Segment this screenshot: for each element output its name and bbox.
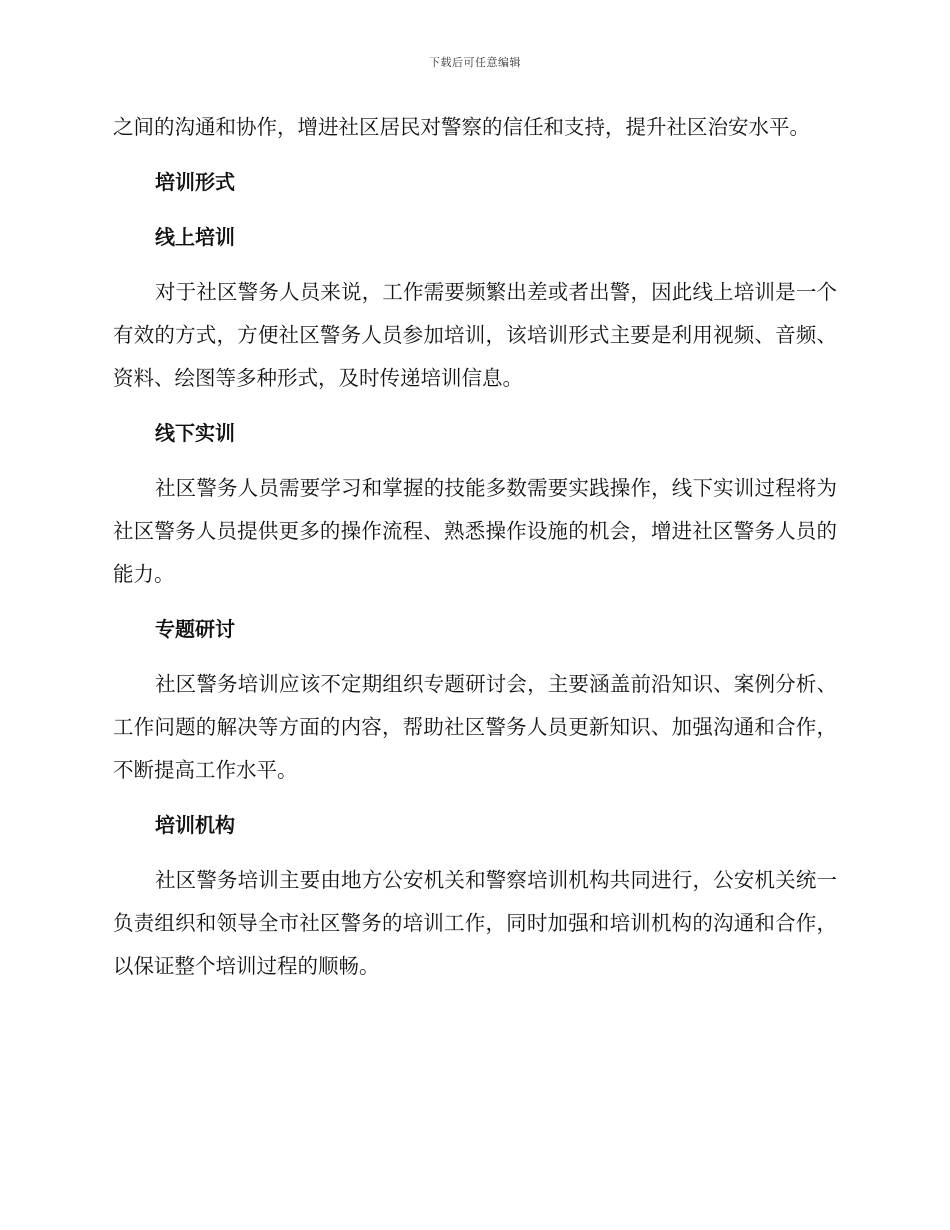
training-institution-paragraph: 社区警务培训主要由地方公安机关和警察培训机构共同进行，公安机关统一负责组织和领导全市社区警务的培训工作，同时加强和培训机构的沟通和合作，以保证整个培训过程的顺畅。 — [113, 868, 837, 978]
online-training-paragraph: 对于社区警务人员来说，工作需要频繁出差或者出警，因此线上培训是一个有效的方式，方便社区警务人员参加培训，该培训形式主要是利用视频、音频、资料、绘图等多种形式，及时传递培训信息。 — [113, 280, 837, 390]
subheading-seminar: 专题研讨 — [155, 617, 235, 641]
subheading-online-training: 线上培训 — [155, 225, 235, 249]
section-heading-training-institution: 培训机构 — [155, 813, 235, 837]
page-header: 下载后可任意编辑 — [429, 56, 521, 69]
seminar-paragraph: 社区警务培训应该不定期组织专题研讨会，主要涵盖前沿知识、案例分析、工作问题的解决等方面的内容，帮助社区警务人员更新知识、加强沟通和合作，不断提高工作水平。 — [113, 672, 837, 782]
intro-continuation-paragraph: 之间的沟通和协作，增进社区居民对警察的信任和支持，提升社区治安水平。 — [113, 115, 810, 139]
subheading-offline-training: 线下实训 — [155, 421, 235, 445]
section-heading-training-form: 培训形式 — [155, 170, 235, 194]
document-body — [113, 106, 837, 988]
offline-training-paragraph: 社区警务人员需要学习和掌握的技能多数需要实践操作，线下实训过程将为社区警务人员提供更多的操作流程、熟悉操作设施的机会，增进社区警务人员的能力。 — [113, 476, 837, 586]
